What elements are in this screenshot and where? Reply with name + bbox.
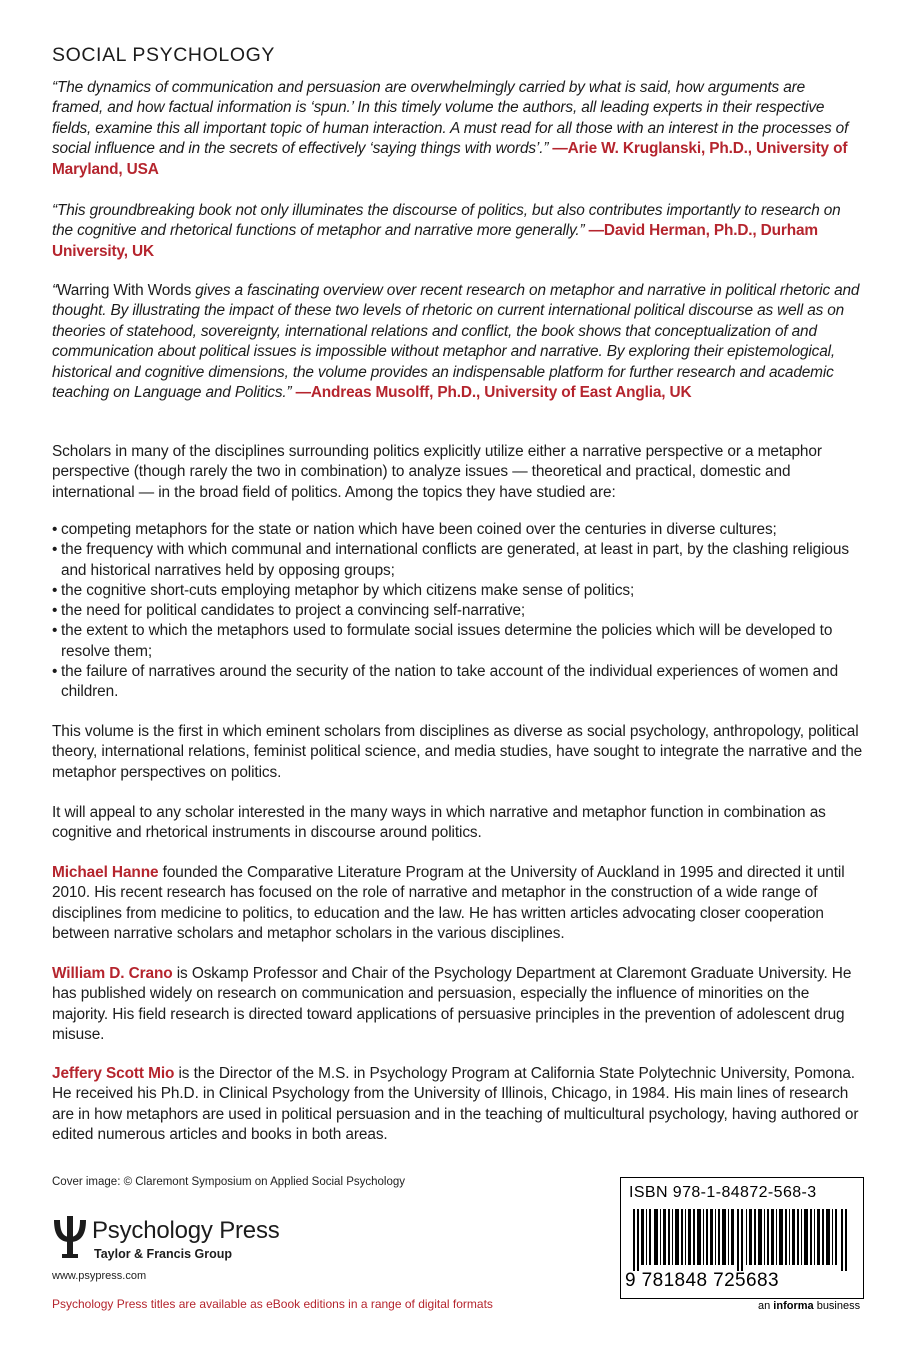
endorsement-musolff: “Warring With Words gives a fascinating overview over recent research on metaphor and narrative in political rhetoric and thought. By illustrating the impact of these two levels of rhetoric on current international political discourse as well as on theories of statehood, sovereignty, international relations and conflict, the book shows that conceptualization of and communication about political issues is impossible without metaphor and narrative. By exploring their epistemological, historical and cognitive dimensions, the volume provides an indispensable platform for further research and academic teaching on Language and Politics.” —Andreas Musolff, Ph.D., University of East Anglia, UK xyxy=(52,282,860,402)
list-item: • the need for political candidates to project a convincing self-narrative; xyxy=(52,601,864,621)
author-bio-crano xyxy=(52,964,864,1045)
endorsement-kruglanski xyxy=(52,78,860,180)
endorsement-attribution: —Andreas Musolff, Ph.D., University of East Anglia, UK xyxy=(295,384,692,402)
topics-list xyxy=(52,520,864,703)
informa-brand: informa xyxy=(773,1300,814,1312)
series-heading: SOCIAL PSYCHOLOGY xyxy=(52,44,275,66)
publisher-url: www.psypress.com xyxy=(52,1270,147,1282)
publisher-name: Psychology Press xyxy=(92,1217,280,1244)
description-intro: Scholars in many of the disciplines surrounding politics explicitly utilize either a narrative perspective or a metaphor perspective (though rarely the two in combination) to analyze issues — theoretical and practical, domestic and international — in the broad field of politics. Among the topics they have studied are: xyxy=(52,443,822,501)
author-name: Jeffery Scott Mio xyxy=(52,1065,175,1082)
endorsement-herman xyxy=(52,201,860,262)
publisher-group: Taylor & Francis Group xyxy=(94,1247,232,1261)
endorsement-attribution: —David Herman, Ph.D., Durham University, UK xyxy=(52,222,818,260)
description-appeal: It will appeal to any scholar interested in the many ways in which narrative and metaphor function in combination as cognitive and rhetorical instruments in discourse around politics. xyxy=(52,804,826,842)
list-item: • the failure of narratives around the security of the nation to take account of the individual experiences of women and children. xyxy=(52,662,864,703)
description-volume: This volume is the first in which eminent scholars from disciplines as diverse as social psychology, anthropology, political theory, international relations, feminist political science, and media studies, have sought to integrate the narrative and the metaphor perspectives on politics. xyxy=(52,723,863,781)
ebook-note: Psychology Press titles are available as eBook editions in a range of digital formats xyxy=(52,1297,493,1311)
author-name: William D. Crano xyxy=(52,965,173,982)
barcode-icon xyxy=(629,1209,857,1271)
author-bio: is Oskamp Professor and Chair of the Psychology Department at Claremont Graduate University. He has published widely on research on communication and persuasion, especially the influence of minorities on the majority. His field research is directed toward applications of persuasive principles in the prevention of adolescent drug misuse. xyxy=(52,965,852,1043)
endorsement-attribution: —Arie W. Kruglanski, Ph.D., University of Maryland, USA xyxy=(52,140,848,178)
author-bio-hanne xyxy=(52,863,864,944)
author-bio: founded the Comparative Literature Program at the University of Auckland in 1995 and directed it until 2010. His recent research has focused on the role of narrative and metaphor in the construction of a wide range of disciplines from medicine to politics, to education and the law. He has written articles advocating closer cooperation between narrative scholars and metaphor scholars in the various disciplines. xyxy=(52,864,845,942)
list-item: • the extent to which the metaphors used to formulate social issues determine the policies which will be developed to resolve them; xyxy=(52,621,864,662)
endorsement-text: “This groundbreaking book not only illuminates the discourse of politics, but also contributes importantly to research on the cognitive and rhetorical functions of metaphor and narrative more generally.” xyxy=(52,202,841,240)
psi-logo-icon xyxy=(52,1214,88,1260)
author-bio: is the Director of the M.S. in Psychology Program at California State Polytechnic University, Pomona. He received his Ph.D. in Clinical Psychology from the University of Illinois, Chicago, in 1984. His main lines of research are in how metaphors are used in political persuasion and in the teaching of multicultural psychology, having authored or edited numerous articles and books in both areas. xyxy=(52,1065,859,1143)
isbn-barcode-box xyxy=(620,1177,864,1299)
list-item: • the cognitive short-cuts employing metaphor by which citizens make sense of politics; xyxy=(52,581,864,601)
endorsement-text: gives a fascinating overview over recent research on metaphor and narrative in political rhetoric and thought. By illustrating the impact of these two levels of rhetoric on current international political discourse as well as on theories of statehood, sovereignty, international relations and conflict, the book shows that conceptualization of and communication about political issues is impossible without metaphor and narrative. By exploring their epistemological, historical and cognitive dimensions, the volume provides an indispensable platform for further research and academic teaching on Language and Politics.” xyxy=(52,282,860,402)
list-item: • the frequency with which communal and international conflicts are generated, at least in part, by the clashing religious and historical narratives held by opposing groups; xyxy=(52,540,864,581)
endorsement-text: “The dynamics of communication and persuasion are overwhelmingly carried by what is said, how arguments are framed, and how factual information is ‘spun.’ In this timely volume the authors, all leading experts in their respective fields, examine this all important topic of human interaction. A must read for all those with an interest in the processes of social influence and in the secrets of effectively ‘saying things with words’.” xyxy=(52,79,849,158)
informa-business-mark: an informa business xyxy=(758,1300,861,1312)
author-name: Michael Hanne xyxy=(52,864,159,881)
barcode-digits: 9 781848 725683 xyxy=(625,1270,779,1291)
cover-credit: Cover image: © Claremont Symposium on Applied Social Psychology xyxy=(52,1176,405,1188)
list-item: • competing metaphors for the state or nation which have been coined over the centuries in diverse cultures; xyxy=(52,520,864,540)
book-title: Warring With Words xyxy=(56,282,192,299)
isbn-label: ISBN 978-1-84872-568-3 xyxy=(629,1184,817,1201)
author-bio-mio xyxy=(52,1064,864,1145)
